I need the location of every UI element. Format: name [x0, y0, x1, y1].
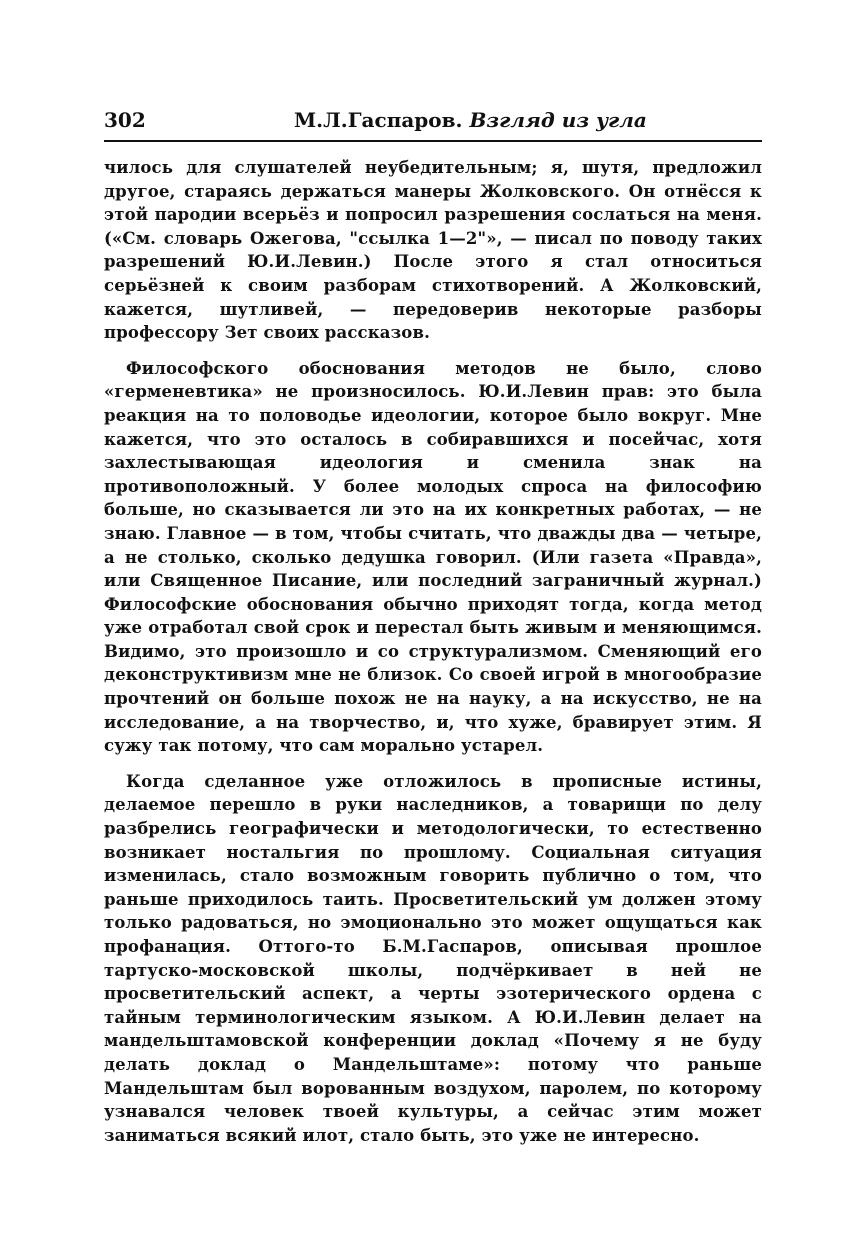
running-header [104, 100, 762, 142]
body-text [104, 156, 762, 1147]
book-page [104, 100, 762, 1147]
author-name: М.Л.Гаспаров. [294, 108, 463, 132]
paragraph-2: Философского обоснования методов не было, слово «герменевтика» не произносилось. Ю.И.Левин прав: это была реакция на то половодье идеологии, которое было вокруг. Мне кажется, что это осталось в собиравшихся и посейчас, хотя захлестывающая идеология и сменила знак на противоположный. У более молодых спроса на философию больше, но сказывается ли это на их конкретных работах, — не знаю. Главное — в том, чтобы считать, что дважды два — четыре, а не столько, сколько дедушка говорил. (Или газета «Правда», или Священное Писание, или последний заграничный журнал.) Философские обоснования обычно приходят тогда, когда метод уже отработал свой срок и перестал быть живым и меняющимся. Видимо, это произошло и со структурализмом. Сменяющий его деконструктивизм мне не близок. Со своей игрой в многообразие прочтений он больше похож не на науку, а на искусство, не на исследование, а на творчество, и, что хуже, бравирует этим. Я сужу так потому, что сам морально устарел. [104, 358, 762, 756]
running-title [294, 108, 647, 132]
book-title: Взгляд из угла [469, 108, 647, 132]
page-number: 302 [104, 108, 146, 132]
paragraph-1: чилось для слушателей неубедительным; я, шутя, предложил другое, стараясь держаться манеры Жолковского. Он отнёсся к этой пародии всерьёз и попросил разрешения сослаться на меня. («См. словарь Ожегова, "ссылка 1—2"», — писал по поводу таких разрешений Ю.И.Левин.) После этого я стал относиться серьёзней к своим разборам стихотворений. А Жолковский, кажется, шутливей, — передоверив некоторые разборы профессору Зет своих рассказов. [104, 158, 762, 343]
paragraph-3: Когда сделанное уже отложилось в прописные истины, делаемое перешло в руки наследников, а товарищи по делу разбрелись географически и методологически, то естественно возникает ностальгия по прошлому. Социальная ситуация изменилась, стало возможным говорить публично о том, что раньше приходилось таить. Просветительский ум должен этому только радоваться, но эмоционально это может ощущаться как профанация. Оттого-то Б.М.Гаспаров, описывая прошлое тартуско-московской школы, подчёркивает в ней не просветительский аспект, а черты эзотерического ордена с тайным терминологическим языком. А Ю.И.Левин делает на мандельштамовской конференции доклад «Почему я не буду делать доклад о Мандельштаме»: потому что раньше Мандельштам был ворованным воздухом, паролем, по которому узнавался человек твоей культуры, а сейчас этим может заниматься всякий илот, стало быть, это уже не интересно. [104, 771, 762, 1145]
